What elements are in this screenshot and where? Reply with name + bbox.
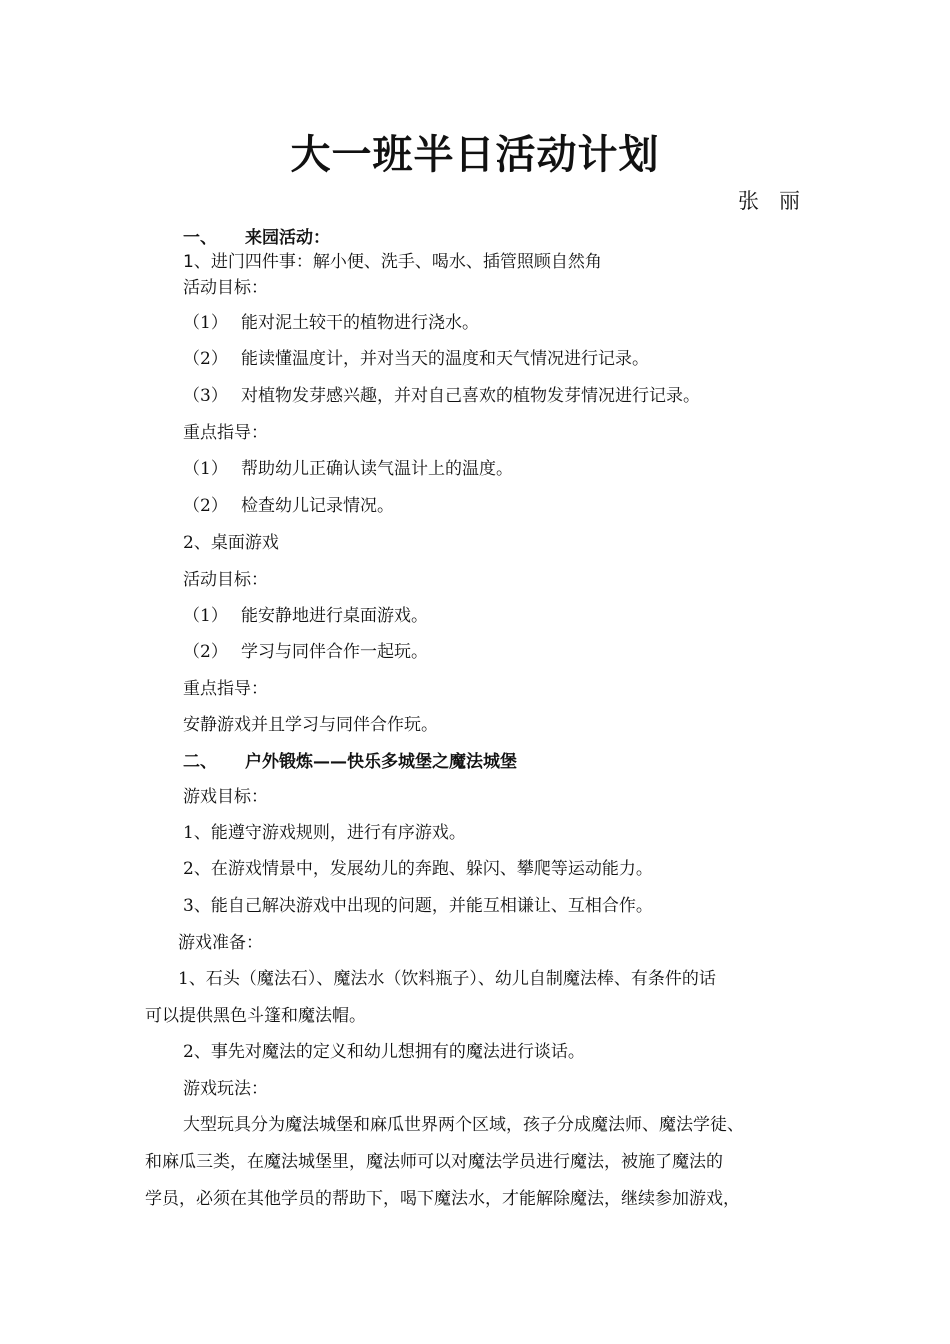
goal2-item-1 bbox=[183, 604, 428, 628]
goal-item-2-text: 能读懂温度计，并对当天的温度和天气情况进行记录。 bbox=[241, 349, 649, 369]
section-2-number: 二、 bbox=[183, 752, 217, 772]
section-2-goals-label: 游戏目标： bbox=[183, 787, 268, 807]
author-given-name: 丽 bbox=[779, 189, 802, 213]
play-paragraph-line-1: 大型玩具分为魔法城堡和麻瓜世界两个区域，孩子分成魔法师、魔法学徒、 bbox=[183, 1115, 744, 1135]
goal-item-1-text: 能对泥土较干的植物进行浇水。 bbox=[241, 313, 479, 333]
goal2-item-1-num: （1） bbox=[183, 606, 228, 626]
section-1-sub1-title: 1、进门四件事：解小便、洗手、喝水、插管照顾自然角 bbox=[183, 252, 602, 272]
section-1-sub2-title: 2、桌面游戏 bbox=[183, 533, 279, 553]
focus-item-1-text: 帮助幼儿正确认读气温计上的温度。 bbox=[241, 459, 513, 479]
goal-item-2-num: （2） bbox=[183, 349, 228, 369]
focus-item-1 bbox=[183, 457, 513, 481]
prep-item-2: 2、事先对魔法的定义和幼儿想拥有的魔法进行谈话。 bbox=[183, 1042, 585, 1062]
focus-item-2 bbox=[183, 494, 394, 518]
section-1-title: 来园活动： bbox=[245, 228, 330, 248]
goal-item-1-num: （1） bbox=[183, 313, 228, 333]
goal-item-1 bbox=[183, 311, 479, 335]
section-2-heading bbox=[183, 750, 517, 774]
section-2-play-label: 游戏玩法： bbox=[183, 1079, 268, 1099]
goal-item-3-num: （3） bbox=[183, 386, 228, 406]
section-1-focus2-label: 重点指导： bbox=[183, 679, 268, 699]
focus-item-2-num: （2） bbox=[183, 496, 228, 516]
play-paragraph-line-3: 学员，必须在其他学员的帮助下，喝下魔法水，才能解除魔法，继续参加游戏， bbox=[145, 1189, 740, 1209]
section-1-focus2-text: 安静游戏并且学习与同伴合作玩。 bbox=[183, 715, 438, 735]
goal2-item-2-num: （2） bbox=[183, 642, 228, 662]
focus-item-1-num: （1） bbox=[183, 459, 228, 479]
prep-item-1-line-2: 可以提供黑色斗篷和魔法帽。 bbox=[145, 1006, 366, 1026]
game-goal-2: 2、在游戏情景中，发展幼儿的奔跑、躲闪、攀爬等运动能力。 bbox=[183, 859, 653, 879]
goal2-item-2 bbox=[183, 640, 428, 664]
goal-item-2 bbox=[183, 347, 649, 371]
game-goal-3: 3、能自己解决游戏中出现的问题，并能互相谦让、互相合作。 bbox=[183, 896, 653, 916]
goal2-item-1-text: 能安静地进行桌面游戏。 bbox=[241, 606, 428, 626]
section-1-goals-label: 活动目标： bbox=[183, 278, 268, 298]
prep-item-1-line-1: 1、石头（魔法石）、魔法水（饮料瓶子）、幼儿自制魔法棒、有条件的话 bbox=[178, 969, 716, 989]
section-2-title: 户外锻炼——快乐多城堡之魔法城堡 bbox=[245, 752, 517, 772]
play-paragraph-line-2: 和麻瓜三类，在魔法城堡里，魔法师可以对魔法学员进行魔法，被施了魔法的 bbox=[145, 1152, 723, 1172]
author-name bbox=[738, 186, 802, 216]
goal-item-3-text: 对植物发芽感兴趣，并对自己喜欢的植物发芽情况进行记录。 bbox=[241, 386, 700, 406]
goal2-item-2-text: 学习与同伴合作一起玩。 bbox=[241, 642, 428, 662]
game-goal-1: 1、能遵守游戏规则，进行有序游戏。 bbox=[183, 823, 466, 843]
section-1-number: 一、 bbox=[183, 228, 217, 248]
section-1-goals2-label: 活动目标： bbox=[183, 570, 268, 590]
section-2-prep-label: 游戏准备： bbox=[178, 933, 263, 953]
goal-item-3 bbox=[183, 384, 700, 408]
author-surname: 张 bbox=[738, 189, 761, 213]
document-title: 大一班半日活动计划 bbox=[290, 132, 660, 178]
section-1-focus-label: 重点指导： bbox=[183, 423, 268, 443]
focus-item-2-text: 检查幼儿记录情况。 bbox=[241, 496, 394, 516]
section-1-heading bbox=[183, 226, 330, 250]
